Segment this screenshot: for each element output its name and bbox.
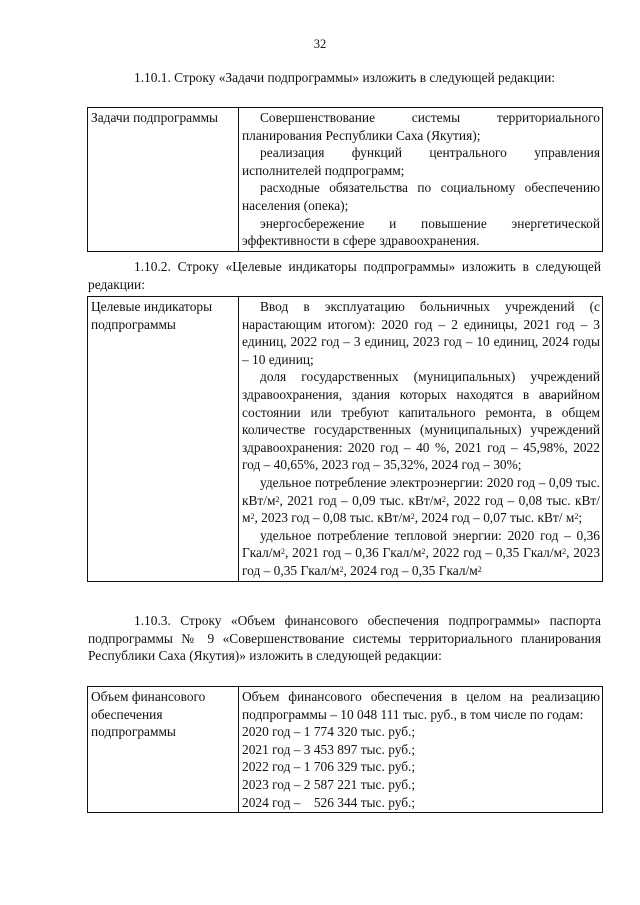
section-2-intro: 1.10.2. Строку «Целевые индикаторы подпрограммы» изложить в следующей редакции: <box>88 259 601 292</box>
section-3-intro: 1.10.3. Строку «Объем финансового обеспечения подпрограммы» паспорта подпрограммы № 9 «Совершенствование системы территориального планирования Республики Саха (Якутия)» изложить в следующей редакции: <box>88 613 601 664</box>
funding-year: 2022 год – 1 706 329 тыс. руб.; <box>242 759 416 775</box>
task-2: реализация функций центрального управления исполнителей подпрограмм; <box>242 145 600 178</box>
section-2-table <box>87 296 603 582</box>
funding-year: 2023 год – 2 587 221 тыс. руб.; <box>242 776 416 792</box>
indicator-electricity: удельное потребление электроэнергии: 2020 год – 0,09 тыс. кВт/$м^2$, 2021 год – 0,09 тыс. кВт/$м^2$, 2022 год – 0,08 тыс. кВт/$м^2$, 2023 год – 0,08 тыс. кВт/$м^2$, 2024 год – 0,07 тыс. кВт/ $м^2$; <box>242 474 601 526</box>
section-1-label: Задачи подпрограммы <box>88 108 239 252</box>
section-1-intro: 1.10.1. Строку «Задачи подпрограммы» изложить в следующей редакции: <box>134 70 555 85</box>
task-1: Совершенствование системы территориального планирования Республики Саха (Якутия); <box>242 110 600 143</box>
page-number: 32 <box>313 37 327 51</box>
indicator-hospitals: Ввод в эксплуатацию больничных учреждений (с нарастающим итогом): 2020 год – 2 единицы, 2021 год – 3 единиц, 2022 год – 3 единиц, 2023 год – 10 единиц, 2024 годы – 10 единиц; <box>242 299 600 367</box>
funding-year: 2020 год – 1 774 320 тыс. руб.; <box>242 724 416 740</box>
indicator-heat: удельное потребление тепловой энергии: 2020 год – 0,36 Гкал/$м^2$, 2021 год – 0,36 Гкал/$м^2$, 2022 год – 0,35 Гкал/$м^2$, 2023 год – 0,35 Гкал/$м^2$, 2024 год – 0,35 Гкал/$м^2$ <box>242 527 601 578</box>
section-1-value <box>239 108 603 252</box>
task-3: расходные обязательства по социальному обеспечению населения (опека); <box>242 180 600 213</box>
funding-year: 2024 год – 526 344 тыс. руб.; <box>242 794 416 810</box>
section-1-table <box>87 107 603 252</box>
indicator-emergency-share: доля государственных (муниципальных) учреждений здравоохранения, здания которых находятся в аварийном состоянии или требуют капитального ремонта, в общем количестве государственных (муниципальных) учреждений здравоохранения: 2020 год – 40 %, 2021 год – 45,98%, 2022 год – 40,65%, 2023 год – 35,32%, 2024 год – 30%; <box>242 369 600 473</box>
funding-year: 2021 год – 3 453 897 тыс. руб.; <box>242 741 416 757</box>
section-3-label: Объем финансового обеспечения подпрограммы <box>88 687 239 813</box>
section-3-table <box>87 686 603 813</box>
section-2-value <box>239 297 603 582</box>
funding-summary: Объем финансового обеспечения в целом на реализацию подпрограммы – 10 048 111 тыс. руб., в том числе по годам: <box>242 689 600 722</box>
task-4: энергосбережение и повышение энергетической эффективности в сфере здравоохранения. <box>242 215 600 249</box>
section-3-value <box>239 687 603 813</box>
section-2-label: Целевые индикаторы подпрограммы <box>88 297 239 582</box>
